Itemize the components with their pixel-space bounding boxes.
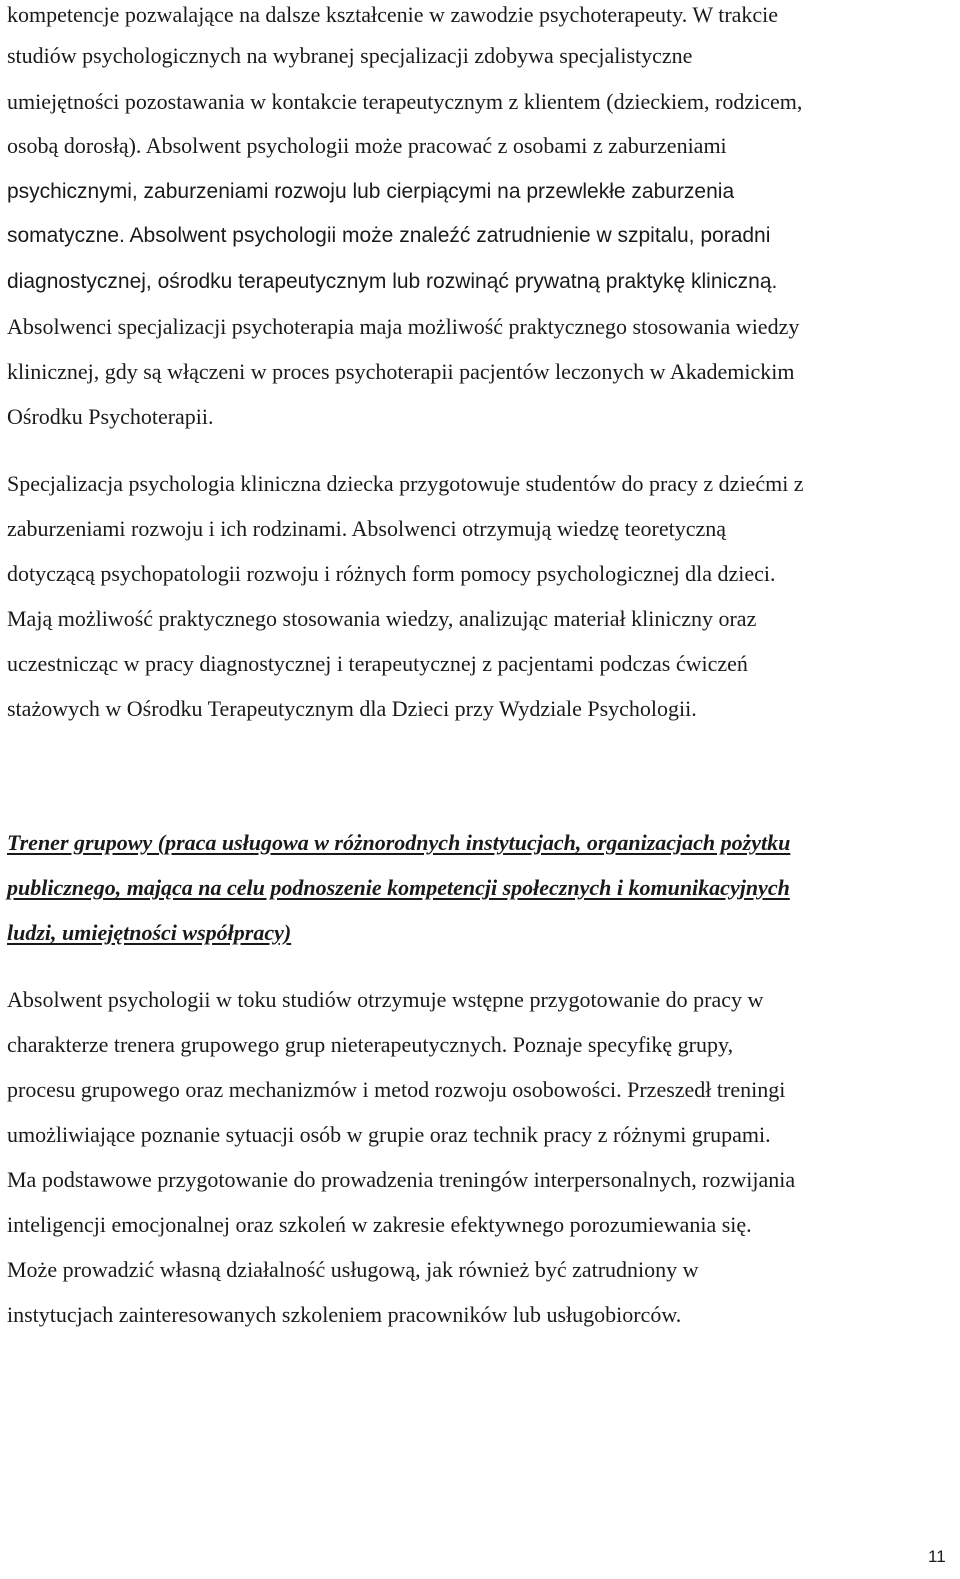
text-line: psychicznymi, zaburzeniami rozwoju lub cierpiącymi na przewlekłe zaburzenia bbox=[7, 180, 735, 203]
text-line: instytucjach zainteresowanych szkoleniem pracowników lub usługobiorców. bbox=[7, 1302, 682, 1327]
text-line: studiów psychologicznych na wybranej specjalizacji zdobywa specjalistyczne bbox=[7, 43, 693, 68]
text-line: Może prowadzić własną działalność usługową, jak również być zatrudniony w bbox=[7, 1257, 699, 1282]
text-line: diagnostycznej, ośrodku terapeutycznym lub rozwinąć prywatną praktykę kliniczną. bbox=[7, 270, 778, 293]
text-line: charakterze trenera grupowego grup nieterapeutycznych. Poznaje specyfikę grupy, bbox=[7, 1032, 734, 1057]
text-line: inteligencji emocjonalnej oraz szkoleń w zakresie efektywnego porozumiewania się. bbox=[7, 1212, 752, 1237]
text-line: Ośrodku Psychoterapii. bbox=[7, 404, 214, 429]
text-line: dotyczącą psychopatologii rozwoju i różnych form pomocy psychologicznej dla dzieci. bbox=[7, 561, 776, 586]
text-line: klinicznej, gdy są włączeni w proces psychoterapii pacjentów leczonych w Akademickim bbox=[7, 359, 795, 384]
text-line: Absolwenci specjalizacji psychoterapia maja możliwość praktycznego stosowania wiedzy bbox=[7, 314, 800, 339]
text-line: umiejętności pozostawania w kontakcie terapeutycznym z klientem (dzieckiem, rodzicem, bbox=[7, 89, 803, 114]
text-line: uczestnicząc w pracy diagnostycznej i terapeutycznej z pacjentami podczas ćwiczeń bbox=[7, 651, 748, 676]
text-line: stażowych w Ośrodku Terapeutycznym dla Dzieci przy Wydziale Psychologii. bbox=[7, 696, 697, 721]
text-line: Mają możliwość praktycznego stosowania wiedzy, analizując materiał kliniczny oraz bbox=[7, 606, 757, 631]
heading-line: publicznego, mająca na celu podnoszenie kompetencji społecznych i komunikacyjnych bbox=[7, 875, 790, 900]
heading-line: Trener grupowy (praca usługowa w różnorodnych instytucjach, organizacjach pożytku bbox=[7, 830, 791, 855]
text-line: osobą dorosłą). Absolwent psychologii może pracować z osobami z zaburzeniami bbox=[7, 133, 727, 158]
text-line: zaburzeniami rozwoju i ich rodzinami. Absolwenci otrzymują wiedzę teoretyczną bbox=[7, 516, 726, 541]
text-line: Specjalizacja psychologia kliniczna dziecka przygotowuje studentów do pracy z dziećmi z bbox=[7, 471, 804, 496]
text-line: kompetencje pozwalające na dalsze kształcenie w zawodzie psychoterapeuty. W trakcie bbox=[7, 2, 779, 27]
text-line: somatyczne. Absolwent psychologii może znaleźć zatrudnienie w szpitalu, poradni bbox=[7, 224, 771, 247]
text-line: Absolwent psychologii w toku studiów otrzymuje wstępne przygotowanie do pracy w bbox=[7, 987, 764, 1012]
heading-line: ludzi, umiejętności współpracy) bbox=[7, 920, 292, 945]
text-line: procesu grupowego oraz mechanizmów i metod rozwoju osobowości. Przeszedł treningi bbox=[7, 1077, 786, 1102]
text-line: umożliwiające poznanie sytuacji osób w grupie oraz technik pracy z różnymi grupami. bbox=[7, 1122, 771, 1147]
text-line: Ma podstawowe przygotowanie do prowadzenia treningów interpersonalnych, rozwijania bbox=[7, 1167, 796, 1192]
page-number: 11 bbox=[928, 1547, 946, 1566]
